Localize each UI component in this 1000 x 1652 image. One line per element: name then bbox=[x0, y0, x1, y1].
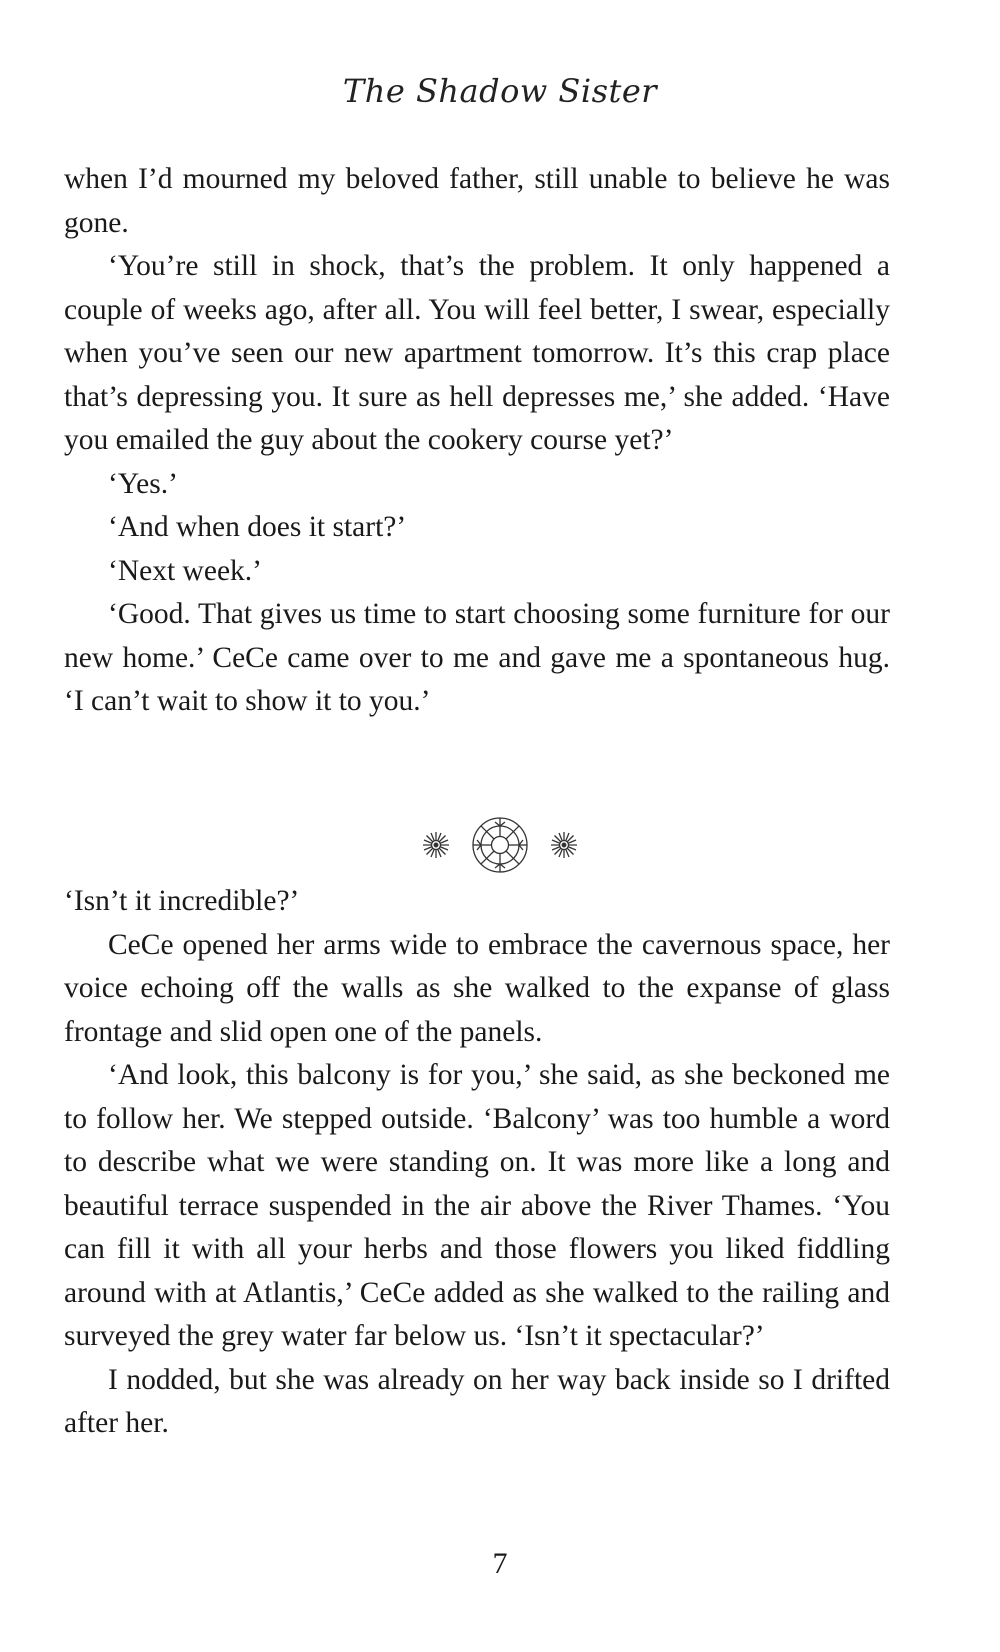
paragraph: ‘And when does it start?’ bbox=[108, 511, 407, 543]
paragraph: ‘Isn’t it incredible?’ bbox=[64, 885, 300, 917]
text-block-bottom bbox=[64, 880, 890, 1446]
text-block-top bbox=[64, 158, 890, 724]
page-number: 7 bbox=[492, 1547, 508, 1580]
running-head-title: The Shadow Sister bbox=[342, 72, 658, 110]
right-star-icon bbox=[551, 832, 577, 858]
paragraph: ‘And look, this balcony is for you,’ she said, as she beckoned me to follow her. We stepped outside. ‘Balcony’ was too humble a word to describe what we were standing on. It was more like a long and beautiful terrace suspended in the air above the River Thames. ‘You can fill it with all your herbs and those flowers you liked fiddling around with at Atlantis,’ CeCe added as she walked to the railing and surveyed the grey water far below us. ‘Isn’t it spectacular?’ bbox=[64, 1059, 890, 1352]
center-rosette-icon bbox=[473, 818, 527, 872]
scene-break-ornament-icon bbox=[0, 808, 1000, 882]
paragraph: ‘Yes.’ bbox=[108, 467, 178, 500]
paragraph: ‘Good. That gives us time to start choosing some furniture for our new home.’ CeCe came over to me and gave me a spontaneous hug. ‘I can’t wait to show it to you.’ bbox=[64, 598, 890, 717]
paragraph: ‘Next week.’ bbox=[108, 554, 262, 587]
paragraph: I nodded, but she was already on her way back inside so I drifted after her. bbox=[64, 1363, 890, 1439]
left-star-icon bbox=[423, 832, 449, 858]
paragraph: CeCe opened her arms wide to embrace the cavernous space, her voice echoing off the walls as she walked to the expanse of glass frontage and slid open one of the panels. bbox=[64, 928, 890, 1048]
paragraph: when I’d mourned my beloved father, still unable to believe he was gone. bbox=[64, 163, 890, 239]
paragraph: ‘You’re still in shock, that’s the problem. It only happened a couple of weeks ago, after all. You will feel better, I swear, especially when you’ve seen our new apartment tomorrow. It’s this crap place that’s depressing you. It sure as hell depresses me,’ she added. ‘Have you emailed the guy about the cookery course yet?’ bbox=[64, 250, 890, 456]
